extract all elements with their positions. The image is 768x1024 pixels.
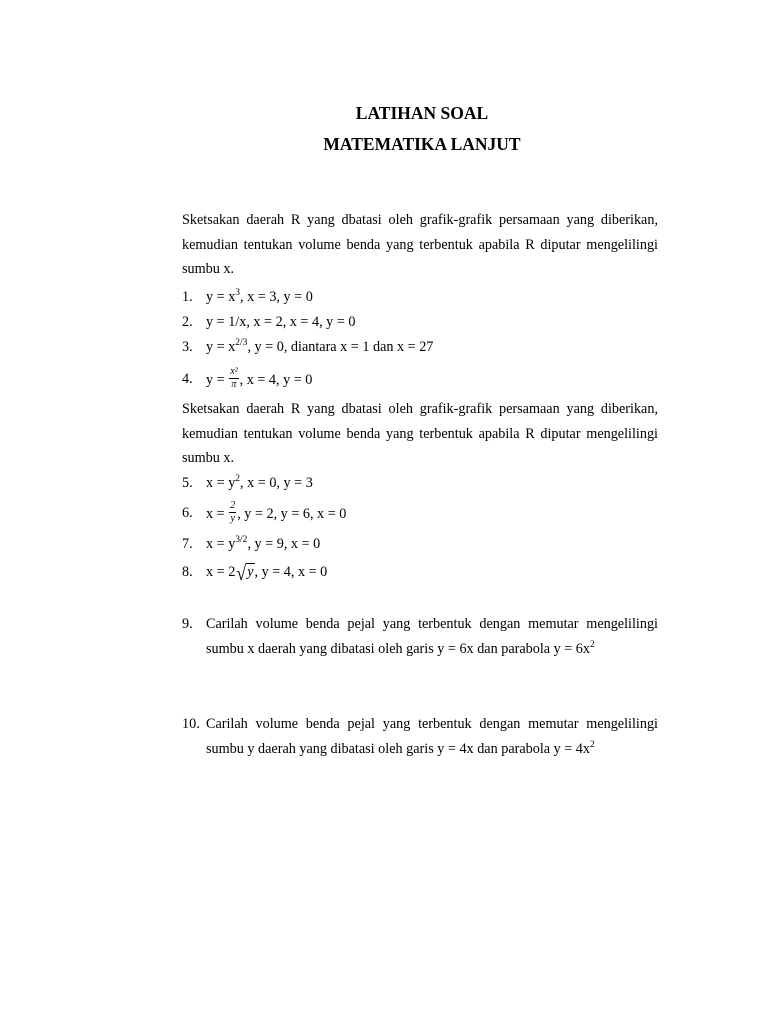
problem-6 (182, 500, 658, 524)
problem-number: 7. (182, 536, 193, 552)
problem-number: 1. (182, 289, 193, 305)
problem-number: 3. (182, 339, 193, 355)
exponent: 2 (590, 739, 595, 750)
equation-part: x = y (206, 536, 236, 552)
equation-part: , x = 4, y = 0 (239, 371, 313, 388)
problem-7 (182, 534, 658, 554)
fraction-denominator: π (231, 379, 237, 390)
problem-4 (182, 366, 658, 390)
problem-sentence: Carilah volume benda pejal yang terbentuk dengan memutar mengelilingi sumbu x daerah yang dibatasi oleh garis y = 6x dan parabola y = 6x (206, 616, 658, 657)
problem-text (206, 712, 658, 763)
fraction-numerator: x² (230, 366, 238, 377)
problem-text (206, 534, 320, 556)
exponent: 2 (590, 639, 595, 650)
fraction-denominator: y (230, 513, 235, 524)
equation-part: , y = 9, x = 0 (247, 536, 321, 552)
problem-number: 6. (182, 505, 193, 521)
exponent: 2 (235, 474, 241, 484)
fraction (229, 501, 236, 524)
problem-5 (182, 473, 658, 493)
equation-part: , x = 3, y = 0 (240, 289, 313, 305)
page-title: LATIHAN SOAL (355, 103, 489, 123)
problem-2 (182, 312, 658, 332)
radicand: y (247, 564, 254, 580)
exponent: 2/3 (235, 338, 248, 348)
problem-number: 2. (182, 314, 193, 330)
problem-text (206, 612, 658, 663)
page-subtitle: MATEMATIKA LANJUT (323, 134, 521, 154)
problem-text (206, 366, 313, 392)
problem-text (206, 500, 347, 526)
exponent: 3 (235, 288, 241, 298)
equation-part: x = y (206, 475, 236, 491)
problem-number: 10. (182, 716, 200, 732)
equation-part: x = (206, 505, 225, 522)
fraction-numerator: 2 (230, 500, 236, 511)
equation-part: y = x (206, 339, 236, 355)
problem-number: 9. (182, 616, 193, 632)
problem-number: 5. (182, 475, 193, 491)
radical-sign-icon: √ (236, 561, 247, 585)
equation-part: , y = 2, y = 6, x = 0 (237, 505, 347, 522)
problem-number: 8. (182, 564, 193, 580)
equation-part: y = x (206, 289, 236, 305)
problem-text (206, 337, 433, 359)
equation-part: x = 2 (206, 564, 236, 580)
intro-paragraph-2: Sketsakan daerah R yang dbatasi oleh grafik-grafik persamaan yang diberikan, kemudian tentukan volume benda yang terbentuk apabila R diputar mengelilingi sumbu x. (182, 401, 658, 467)
problem-text: y = 1/x, x = 2, x = 4, y = 0 (206, 314, 356, 330)
intro-paragraph-1: Sketsakan daerah R yang dbatasi oleh grafik-grafik persamaan yang diberikan, kemudian tentukan volume benda yang terbentuk apabila R diputar mengelilingi sumbu x. (182, 212, 658, 278)
problem-3 (182, 337, 658, 357)
problem-text (206, 561, 328, 585)
equation-part: , x = 0, y = 3 (240, 475, 313, 491)
equation-part: , y = 0, diantara x = 1 dan x = 27 (247, 339, 434, 355)
equation-part: , y = 4, x = 0 (254, 564, 328, 580)
problem-text (206, 473, 313, 495)
problem-8 (182, 561, 658, 585)
square-root (236, 561, 254, 585)
equation-part: y = (206, 371, 225, 388)
problem-text (206, 287, 313, 309)
exponent: 3/2 (235, 535, 248, 545)
problem-number: 4. (182, 371, 193, 387)
problem-sentence: Carilah volume benda pejal yang terbentuk dengan memutar mengelilingi sumbu y daerah yang dibatasi oleh garis y = 4x dan parabola y = 4x (206, 716, 658, 757)
problem-1 (182, 287, 658, 307)
fraction (229, 367, 238, 390)
